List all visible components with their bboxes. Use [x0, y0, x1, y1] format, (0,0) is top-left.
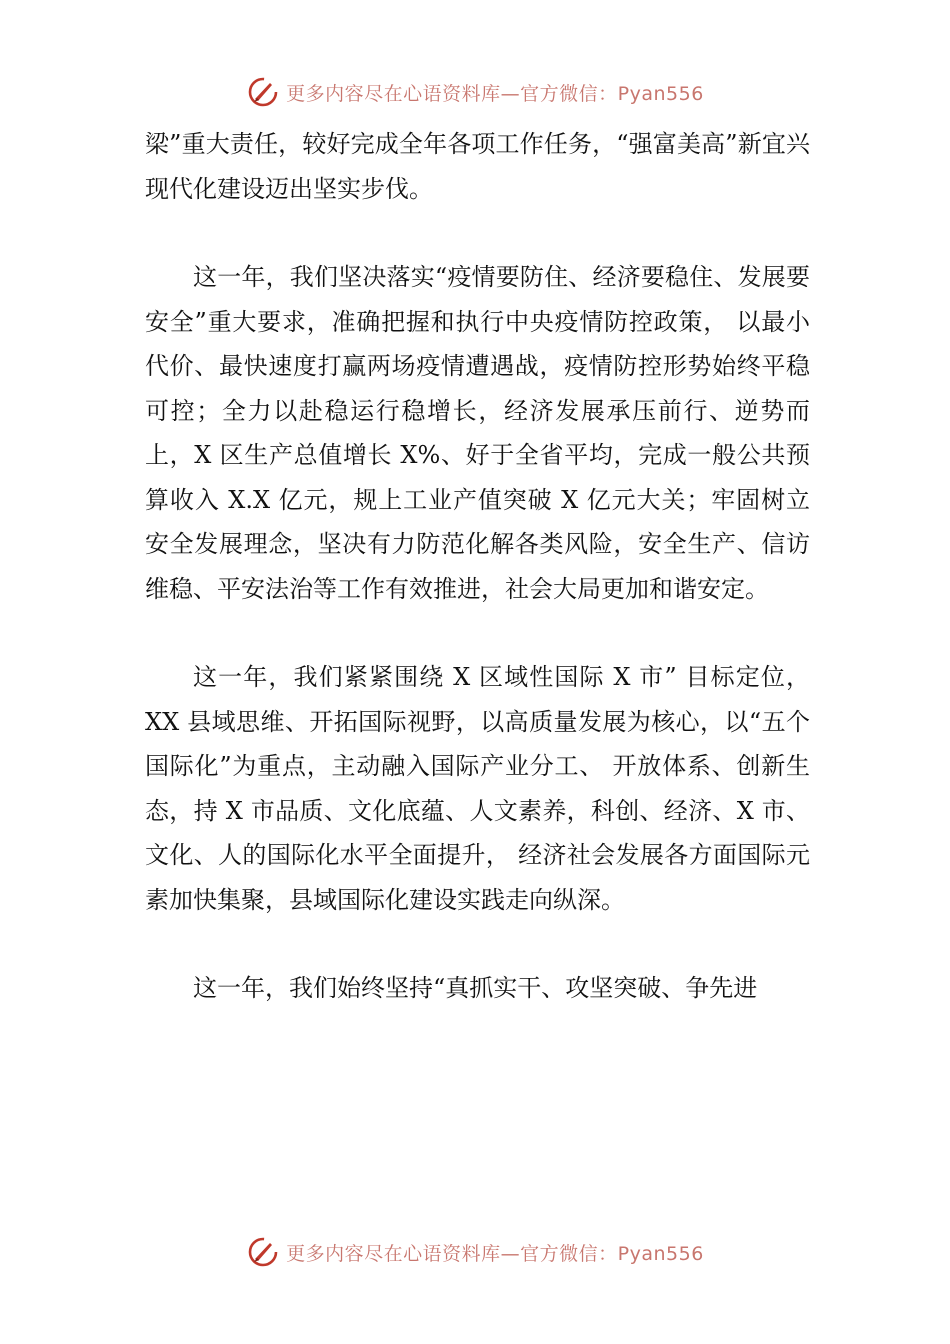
- watermark-text: 更多内容尽在心语资料库—官方微信：Pyan556: [286, 1242, 704, 1265]
- document-body: [145, 122, 810, 1055]
- footer-watermark: [0, 1232, 950, 1272]
- paragraph-3: 这一年，我们紧紧围绕 X 区域性国际 X 市” 目标定位，XX 县域思维、开拓国际视野，以高质量发展为核心，以“五个国际化”为重点，主动融入国际产业分工、 开放体系、创新生态，持 X 市品质、文化底蕴、人文素养，科创、经济、X 市、文化、人的国际化水平全面提升， 经济社会发展各方面国际元素加快集聚，县域国际化建设实践走向纵深。: [145, 663, 810, 914]
- brush-logo-icon: [246, 1235, 280, 1269]
- paragraph-4: 这一年，我们始终坚持“真抓实干、攻坚突破、争先进: [193, 974, 758, 1002]
- paragraph-2: 这一年，我们坚决落实“疫情要防住、经济要稳住、发展要安全”重大要求，准确把握和执行中央疫情防控政策， 以最小代价、最快速度打赢两场疫情遭遇战，疫情防控形势始终平稳可控；全力以赴稳运行稳增长，经济发展承压前行、逆势而上，X 区生产总值增长 X%、好于全省平均，完成一般公共预算收入 X.X 亿元，规上工业产值突破 X 亿元大关；牢固树立安全发展理念，坚决有力防范化解各类风险，安全生产、信访维稳、平安法治等工作有效推进，社会大局更加和谐安定。: [145, 263, 810, 603]
- paragraph-1: 梁”重大责任，较好完成全年各项工作任务，“强富美高”新宜兴现代化建设迈出坚实步伐。: [145, 130, 810, 203]
- brush-logo-icon: [246, 75, 280, 109]
- header-watermark: [0, 72, 950, 112]
- watermark-text: 更多内容尽在心语资料库—官方微信：Pyan556: [286, 82, 704, 105]
